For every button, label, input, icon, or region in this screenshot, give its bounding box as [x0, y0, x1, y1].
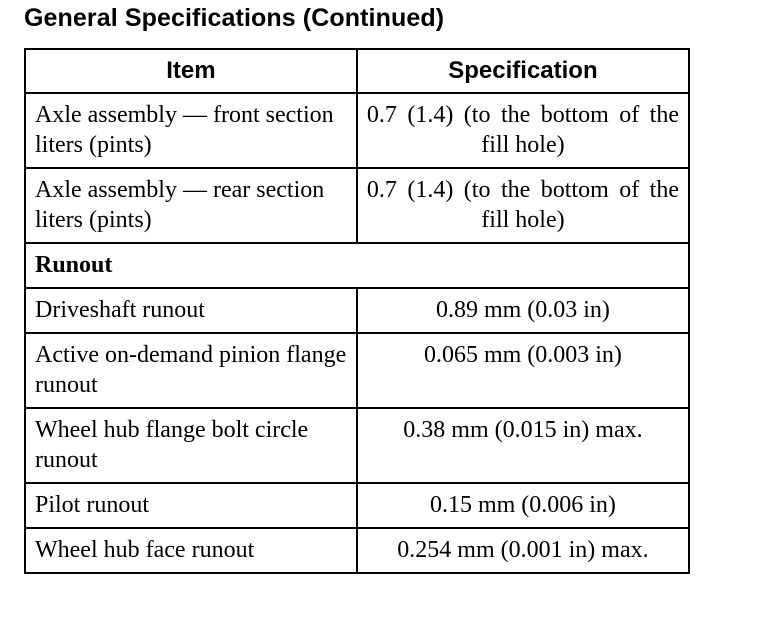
specification-cell: 0.7 (1.4) (to the bottom of the fill hole): [357, 168, 689, 243]
table-row: [25, 168, 689, 243]
item-cell: Wheel hub face runout: [25, 528, 357, 573]
table-row: [25, 93, 689, 168]
specifications-table: [24, 48, 690, 574]
page-title: General Specifications (Continued): [24, 4, 445, 32]
item-cell: Wheel hub flange bolt circle runout: [25, 408, 357, 483]
column-header-item: Item: [25, 49, 357, 93]
specification-cell: 0.38 mm (0.015 in) max.: [357, 408, 689, 483]
item-cell: Axle assembly — rear section liters (pints): [25, 168, 357, 243]
section-row-runout: [25, 243, 689, 288]
table-header-row: [25, 49, 689, 93]
specification-cell: 0.89 mm (0.03 in): [357, 288, 689, 333]
table-row: [25, 333, 689, 408]
table-row: [25, 483, 689, 528]
specification-cell: 0.15 mm (0.006 in): [357, 483, 689, 528]
item-cell: Active on-demand pinion flange runout: [25, 333, 357, 408]
table-row: [25, 528, 689, 573]
item-cell: Axle assembly — front section liters (pints): [25, 93, 357, 168]
section-heading: Runout: [25, 243, 689, 288]
item-cell: Driveshaft runout: [25, 288, 357, 333]
column-header-specification: Specification: [357, 49, 689, 93]
item-cell: Pilot runout: [25, 483, 357, 528]
table-row: [25, 408, 689, 483]
specification-cell: 0.065 mm (0.003 in): [357, 333, 689, 408]
specification-cell: 0.254 mm (0.001 in) max.: [357, 528, 689, 573]
specification-cell: 0.7 (1.4) (to the bottom of the fill hole): [357, 93, 689, 168]
table-row: [25, 288, 689, 333]
